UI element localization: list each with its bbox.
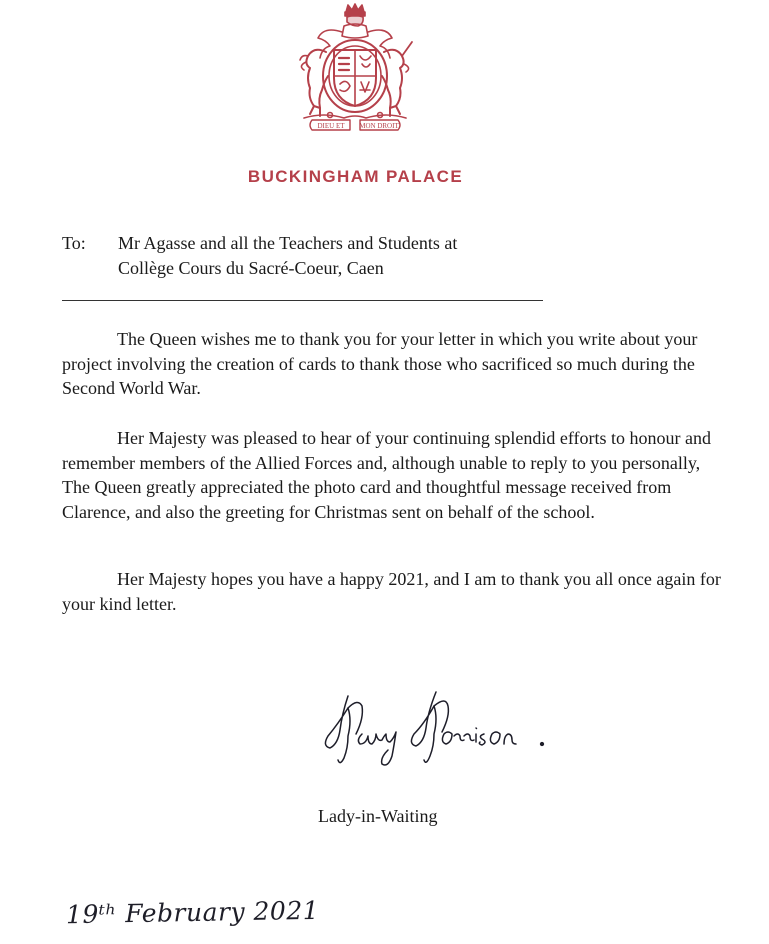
body-paragraph-2: Her Majesty was pleased to hear of your continuing splendid efforts to honour and remember members of the Allied Forces and, although unable to reply to you personally, The Queen greatly appreciated the photo card and thoughtful message received from Clarence, and also the greeting for Christmas sent on behalf of the school. [62,428,712,523]
body-paragraph-3: Her Majesty hopes you have a happy 2021, and I am to thank you all once again for your kind letter. [62,569,721,614]
crest-motto-left: DIEU ET [317,122,345,130]
recipient-label: To: [62,233,86,253]
recipient-line-1: Mr Agasse and all the Teachers and Students at [118,233,458,253]
handwritten-signature [318,684,568,779]
letterhead-title: BUCKINGHAM PALACE [247,167,464,186]
body-paragraph-1: The Queen wishes me to thank you for your letter in which you write about your project involving the creation of cards to thank those who sacrificed so much during the Second World War. [62,329,698,399]
recipient-underline [62,300,543,301]
recipient-line-2: Collège Cours du Sacré-Coeur, Caen [118,258,384,278]
handwritten-date: 19ᵗʰ February 2021 [65,895,320,930]
signatory-title: Lady-in-Waiting [318,806,438,826]
royal-coat-of-arms-icon [284,2,426,134]
crest-motto-right: MON DROIT [359,122,399,130]
